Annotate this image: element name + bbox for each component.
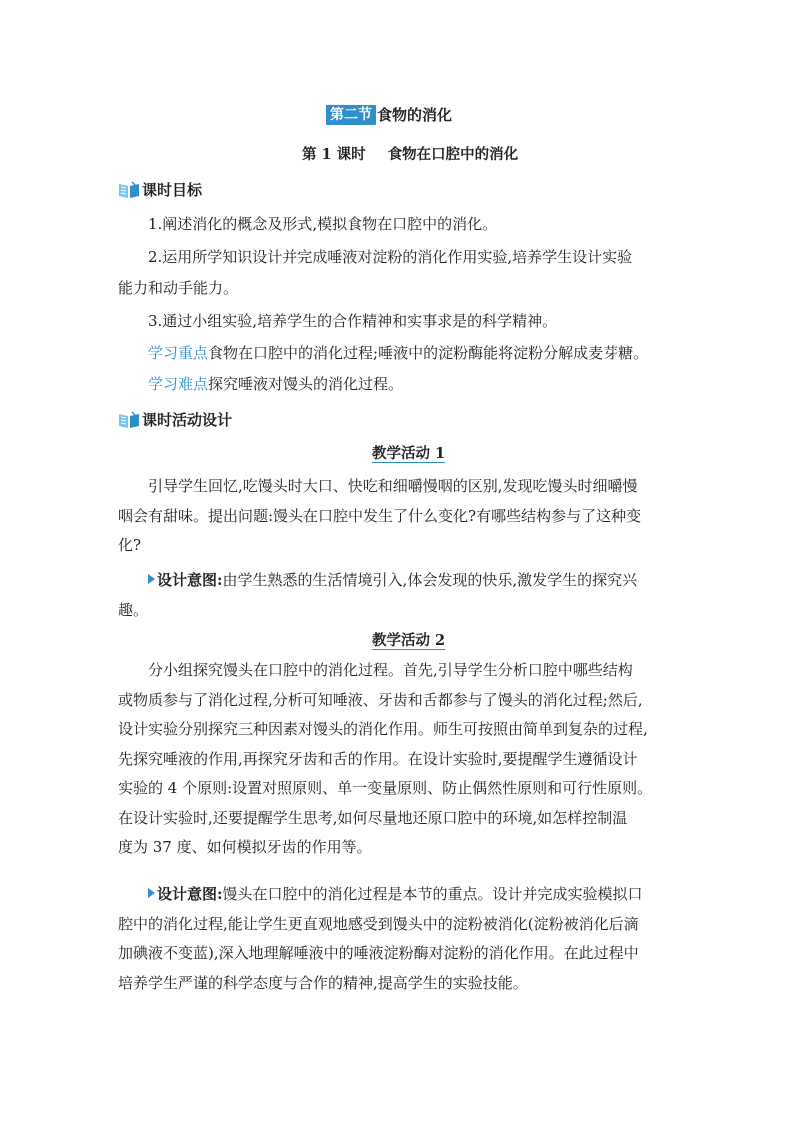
paragraph-line: 实验的 4 个原则:设置对照原则、单一变量原则、防止偶然性原则和可行性原则。 <box>118 779 653 797</box>
objective-item: 能力和动手能力。 <box>118 279 239 297</box>
activity-2-body <box>118 656 678 863</box>
paragraph-line: 引导学生回忆,吃馒头时大口、快吃和细嚼慢咽的区别,发现吃馒头时细嚼慢 <box>148 477 638 495</box>
objectives-heading <box>118 179 202 201</box>
open-book-icon <box>118 411 140 429</box>
paragraph-line: 先探究唾液的作用,再探究牙齿和舌的作用。在设计实验时,要提醒学生遵循设计 <box>118 749 638 768</box>
open-book-icon <box>118 181 140 199</box>
paragraph-line: 咽会有甜味。提出问题:馒头在口腔中发生了什么变化?有哪些结构参与了这种变 <box>118 506 642 525</box>
objective-item: 3.通过小组实验,培养学生的合作精神和实事求是的科学精神。 <box>148 312 558 330</box>
intent-text: 腔中的消化过程,能让学生更直观地感受到馒头中的淀粉被消化(淀粉被消化后滴 <box>118 914 639 933</box>
paragraph-line: 度为 37 度、如何模拟牙齿的作用等。 <box>118 838 372 856</box>
paragraph-line: 在设计实验时,还要提醒学生思考,如何尽量地还原口腔中的环境,如怎样控制温 <box>118 808 628 827</box>
intent-text: 由学生熟悉的生活情境引入,体会发现的快乐,激发学生的探究兴 <box>222 571 638 589</box>
intent-text: 馒头在口腔中的消化过程是本节的重点。设计并完成实验模拟口 <box>222 885 643 903</box>
intent-text: 趣。 <box>118 600 149 619</box>
activity-2-title: 教学活动 2 <box>372 632 446 649</box>
section-title-text: 食物的消化 <box>377 106 453 124</box>
activity-1-title: 教学活动 1 <box>372 445 446 462</box>
intent-label: 设计意图: <box>157 571 223 589</box>
key-point-label: 学习重点 <box>148 344 209 362</box>
activity-1-intent <box>118 566 678 625</box>
key-point-text: 食物在口腔中的消化过程;唾液中的淀粉酶能将淀粉分解成麦芽糖。 <box>208 344 649 362</box>
objectives-heading-text: 课时目标 <box>142 181 203 199</box>
lesson-title <box>302 144 518 166</box>
activity-1-body <box>118 472 678 561</box>
intent-text: 加碘液不变蓝),深入地理解唾液中的唾液淀粉酶对淀粉的消化作用。在此过程中 <box>118 944 639 962</box>
section-badge: 第二节 <box>326 105 376 125</box>
triangle-marker-icon <box>148 888 155 898</box>
objective-item: 2.运用所学知识设计并完成唾液对淀粉的消化作用实验,培养学生设计实验 <box>148 248 633 266</box>
intent-text: 培养学生严谨的科学态度与合作的精神,提高学生的实验技能。 <box>118 973 528 992</box>
section-title <box>326 103 452 127</box>
lesson-number: 第 1 课时 <box>302 146 366 163</box>
difficulty-point <box>148 373 403 395</box>
design-heading <box>118 409 232 431</box>
design-heading-text: 课时活动设计 <box>142 411 233 429</box>
activity-2-intent <box>118 880 678 998</box>
paragraph-line: 化? <box>118 536 142 554</box>
intent-label: 设计意图: <box>157 885 223 903</box>
difficulty-label: 学习难点 <box>148 375 209 393</box>
key-point <box>148 342 648 364</box>
triangle-marker-icon <box>148 574 155 584</box>
difficulty-text: 探究唾液对馒头的消化过程。 <box>208 375 404 393</box>
paragraph-line: 或物质参与了消化过程,分析可知唾液、牙齿和舌都参与了馒头的消化过程;然后, <box>118 690 643 709</box>
paragraph-line: 分小组探究馒头在口腔中的消化过程。首先,引导学生分析口腔中哪些结构 <box>148 661 633 679</box>
objective-item: 1.阐述消化的概念及形式,模拟食物在口腔中的消化。 <box>148 215 498 233</box>
paragraph-line: 设计实验分别探究三种因素对馒头的消化作用。师生可按照由简单到复杂的过程, <box>118 720 648 738</box>
lesson-title-text: 食物在口腔中的消化 <box>387 146 519 163</box>
